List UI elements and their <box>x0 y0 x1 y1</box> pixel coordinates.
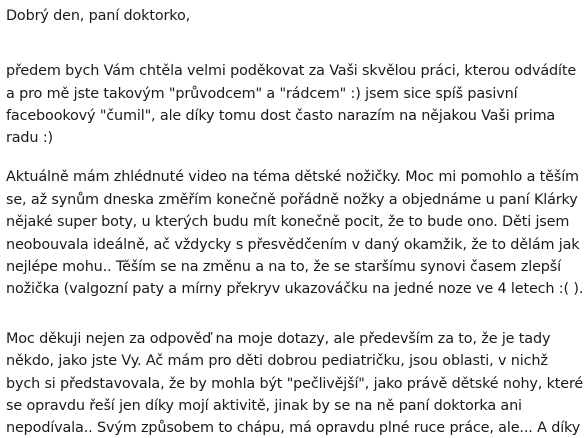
paragraph-3-line-5: nepodívala.. Svým způsobem to chápu, má opravdu plné ruce práce, ale... A díky <box>6 420 581 436</box>
paragraph-1-line-3: facebookový "čumil", ale díky tomu dost často narazím na nějakou Vaši prima <box>6 108 556 124</box>
paragraph-2-line-3: nějaké super boty, u kterých budu mít konečně pocit, že to bude ono. Děti jsem <box>6 214 570 230</box>
paragraph-2-line-1: Aktuálně mám zhlédnuté video na téma dětské nožičky. Moc mi pomohlo a těším <box>6 169 579 185</box>
paragraph-2-line-2: se, až synům dneska změřím konečně pořádně nožky a objednáme u paní Klárky <box>6 192 578 208</box>
paragraph-3-line-2: někdo, jako jste Vy. Ač mám pro děti dobrou pediatričku, jsou oblasti, v nichž <box>6 353 548 369</box>
greeting: Dobrý den, paní doktorko, <box>6 8 191 24</box>
paragraph-2-line-5: nejlépe mohu.. Těším se na změnu a na to, že se staršímu synovi časem zlepší <box>6 259 561 275</box>
paragraph-1-line-1: předem bych Vám chtěla velmi poděkovat za Vaši skvělou práci, kterou odvádíte <box>6 63 577 79</box>
paragraph-2-line-4: neobouvala ideálně, ač vždycky s přesvědčením v daný okamžik, že to dělám jak <box>6 237 580 253</box>
paragraph-1-line-2: a pro mě jste takovým "průvodcem" a "rádcem" :) jsem sice spíš pasivní <box>6 86 518 102</box>
paragraph-1-line-4: radu :) <box>6 130 53 146</box>
paragraph-3-line-1: Moc děkuji nejen za odpověď na moje dotazy, ale především za to, že je tady <box>6 331 551 347</box>
paragraph-3-line-3: bych si představovala, že by mohla být "pečlivější", jako právě dětské nohy, které <box>6 376 584 392</box>
paragraph-3-line-4: se opravdu řeší jen díky mojí aktivitě, jinak by se na ně paní doktorka ani <box>6 398 522 414</box>
paragraph-2-line-6: nožička (valgozní paty a mírny překryv ukazováčku na jedné noze ve 4 letech :( ). <box>6 281 584 297</box>
